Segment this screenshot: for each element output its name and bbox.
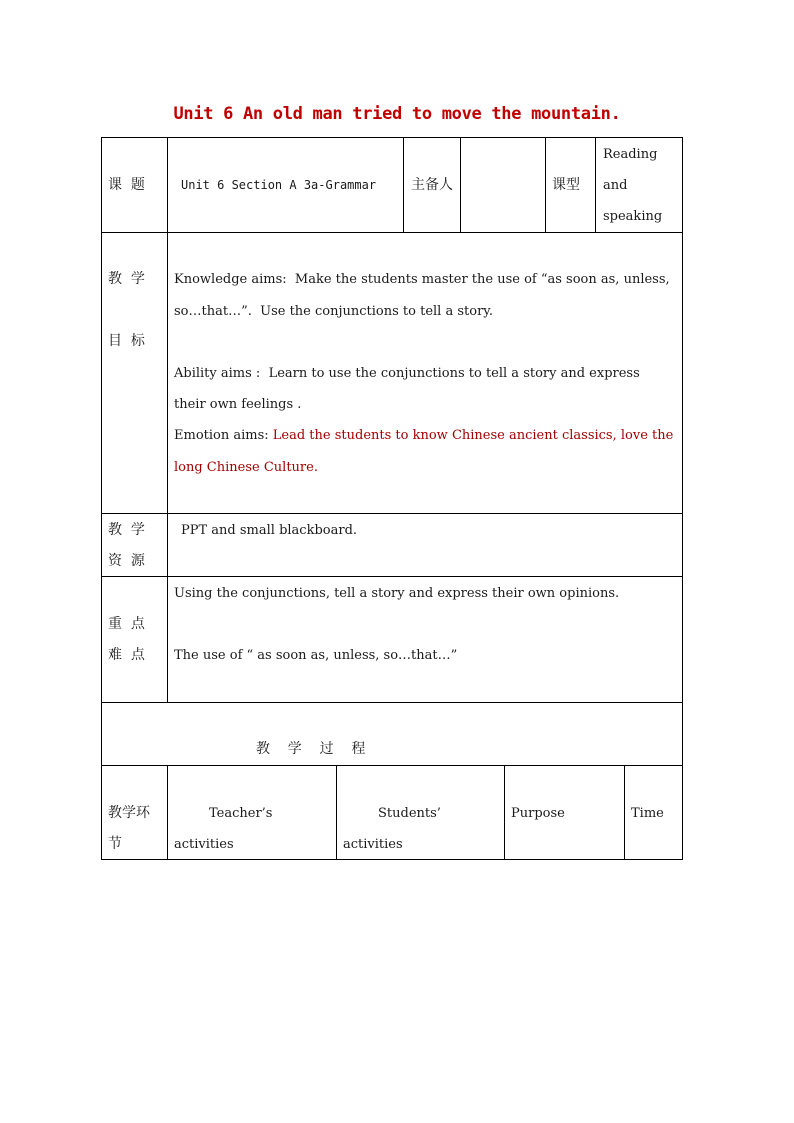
lesson-type-line: speaking [603, 209, 663, 224]
row-divider [101, 232, 683, 233]
teacher-activities-header: Teacher’s [209, 806, 273, 821]
column-divider [167, 765, 168, 860]
emotion-aims-text: Lead the students to know Chinese ancient classics, love the [272, 428, 674, 443]
teacher-activities-header: activities [174, 837, 234, 852]
purpose-header: Purpose [511, 806, 565, 821]
resources-label: 教 学 [108, 522, 145, 538]
lesson-plan-table [101, 137, 683, 860]
students-activities-header: activities [343, 837, 403, 852]
key-points-label: 重 点 [108, 616, 145, 632]
lesson-type-label: 课型 [552, 177, 580, 193]
preparer-label: 主备人 [411, 177, 453, 193]
column-divider [460, 137, 461, 232]
row-divider [101, 576, 683, 577]
row-divider [101, 702, 683, 703]
row-divider [101, 513, 683, 514]
document-title: Unit 6 An old man tried to move the mountain. [173, 104, 621, 124]
knowledge-aims-text: so…that…”. Use the conjunctions to tell a story. [174, 304, 494, 319]
ability-aims-text: their own feelings . [174, 397, 302, 412]
lesson-type-line: and [603, 178, 628, 193]
key-points-text: The use of “ as soon as, unless, so…that…” [174, 648, 458, 663]
stage-header: 节 [108, 836, 122, 852]
resources-value: PPT and small blackboard. [181, 523, 358, 538]
key-points-text: Using the conjunctions, tell a story and express their own opinions. [174, 586, 620, 601]
emotion-aims-line [174, 420, 673, 451]
stage-header: 教学环 [108, 805, 150, 821]
column-divider [624, 765, 625, 860]
aims-label: 教 学 [108, 271, 145, 287]
emotion-aims-label: Emotion aims: [174, 428, 273, 443]
process-heading: 教 学 过 程 [256, 741, 366, 757]
column-divider [403, 137, 404, 232]
emotion-aims-text: long Chinese Culture. [174, 460, 318, 475]
column-divider [595, 137, 596, 232]
time-header: Time [631, 806, 664, 821]
row-divider [101, 765, 683, 766]
knowledge-aims-text: Knowledge aims: Make the students master the use of “as soon as, unless, [174, 272, 670, 287]
column-divider [545, 137, 546, 232]
column-divider [336, 765, 337, 860]
column-divider [504, 765, 505, 860]
column-divider [167, 137, 168, 702]
aims-label: 目 标 [108, 333, 145, 349]
students-activities-header: Students’ [378, 806, 441, 821]
lesson-type-line: Reading [603, 147, 658, 162]
key-points-label: 难 点 [108, 647, 145, 663]
resources-label: 资 源 [108, 553, 145, 569]
topic-label: 课 题 [108, 177, 145, 193]
topic-value: Unit 6 Section A 3a-Grammar [181, 178, 377, 192]
ability-aims-text: Ability aims : Learn to use the conjunctions to tell a story and express [174, 366, 640, 381]
